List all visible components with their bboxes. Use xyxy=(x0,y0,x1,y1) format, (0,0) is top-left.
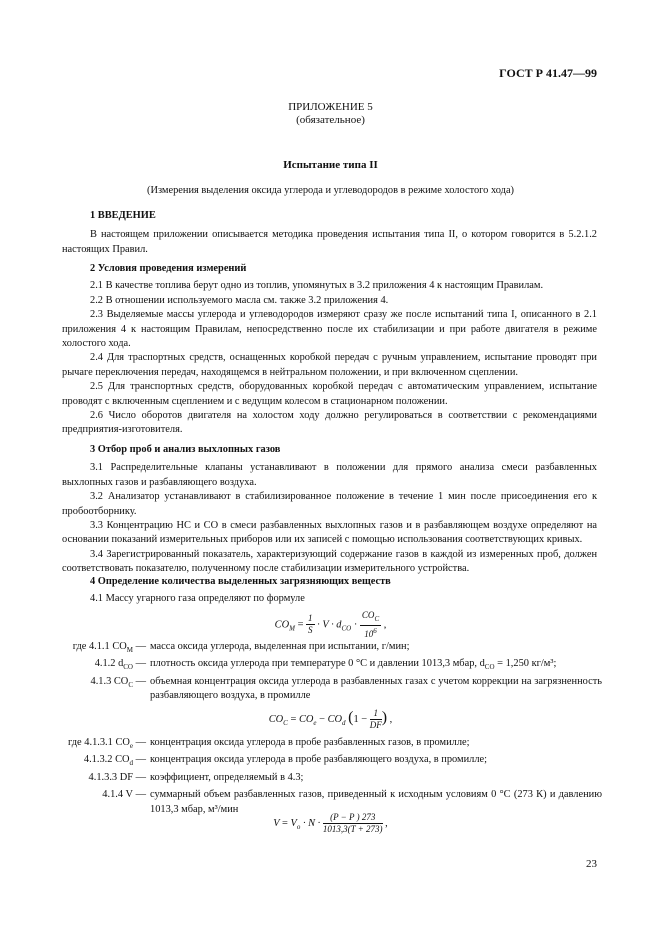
paragraph: В настоящем приложении описывается методика проведения испытания типа II, о котором говорится в 5.2.1.2 настоящих Правил. xyxy=(62,229,597,255)
page-number: 23 xyxy=(586,858,597,870)
paragraph: 2.4 Для траспортных средств, оснащенных коробкой передач с ручным управлением, испытание проводят при рычаге переключения передач, находящемся в нейтральном положении, и при включенном сцеплении. xyxy=(62,352,597,378)
definition-row: 4.1.2 $d_{CO}$ — плотность оксида углерода при температуре 0 °С и давлении 1013,3 мбар, $d_{CO} = 1,250$ кг/м³; xyxy=(94,658,557,672)
formula-volume: $V = V_o \cdot N$ · $\frac{(P - P ) 273}{1013,3(T + 273)}$ , xyxy=(273,812,388,834)
definitions-2 xyxy=(62,736,602,817)
section-heading: 1 ВВЕДЕНИЕ xyxy=(90,210,156,221)
definition-row: где 4.1.1 $CO_M$ — масса оксида углерода, выделенная при испытании, г/мин; xyxy=(72,641,410,655)
paragraph: 2.1 В качестве топлива берут одно из топлив, упомянутых в 3.2 приложения 4 к настоящим Правилам. xyxy=(90,280,544,292)
section-1 xyxy=(62,209,597,257)
section-heading: 3 Отбор проб и анализ выхлопных газов xyxy=(90,444,281,455)
paragraph: 2.3 Выделяемые массы углерода и углеводородов измеряют сразу же после испытаний типа I, описанного в 2.1 приложения 4 к настоящим Правилам, непосредственно после их стабилизации и при работе двигателя в режиме холостого хода. xyxy=(62,309,597,350)
test-subtitle: (Измерения выделения оксида углерода и углеводородов в режиме холостого хода) xyxy=(146,185,515,196)
section-3 xyxy=(62,443,597,577)
definition-row: где 4.1.3.1 $CO_e$ — концентрация оксида углерода в пробе разбавленных газов, в промилле; xyxy=(68,737,470,751)
section-heading: 2 Условия проведения измерений xyxy=(90,263,247,274)
formula-co-corrected: $CO_C = CO_e - CO_d$ (1 − $\frac{1}{DF}$ ) , xyxy=(268,708,393,730)
definition-row: 4.1.4 V — суммарный объем разбавленных газов, приведенный к исходным условиям 0 °С (273 К) и давлению 1013,3 мбар, м³/мин xyxy=(102,789,602,815)
definition-row: 4.1.3.3 DF — коэффициент, определяемый в 4.3; xyxy=(88,771,304,783)
paragraph: 3.1 Распределительные клапаны устанавливают в положении для прямого анализа смеси разбавленных выхлопных газов и разбавляющего воздуха. xyxy=(62,462,597,488)
section-heading: 4 Определение количества выделенных загрязняющих веществ xyxy=(90,576,391,587)
section-4 xyxy=(62,575,597,607)
test-title: Испытание типа II xyxy=(283,159,378,171)
document-header: ГОСТ Р 41.47—99 xyxy=(499,66,597,80)
definition-row: 4.1.3 $CO_C$ — объемная концентрация оксида углерода в разбавленных газах с учетом коррекции на загрязненность разбавляющего воздуха, в промилле xyxy=(90,675,602,702)
paragraph: 2.5 Для транспортных средств, оборудованных коробкой передач с автоматическим управлением, испытание проводят с включенным сцеплением и с ведущим колесом в стационарном положении. xyxy=(62,381,597,407)
paragraph: 2.6 Число оборотов двигателя на холостом ходу должно регулироваться в соответствии с рекомендациями предприятия-изготовителя. xyxy=(62,410,597,436)
paragraph: 3.3 Концентрацию НС и СО в смеси разбавленных выхлопных газов и в разбавляющем воздухе определяют на основании показаний измерительных приборов или их записей с помощью использования соответствующих кривых. xyxy=(62,520,597,546)
definition-row: 4.1.3.2 $CO_d$ — концентрация оксида углерода в пробе разбавляющего воздуха, в промилле; xyxy=(83,754,488,768)
definitions-1 xyxy=(62,640,602,704)
formula-co-mass: $CO_M$ = $\frac{1}{S}$ · $V \cdot d_{CO}$ · $\frac{CO_C}{10^6}$ , xyxy=(274,610,387,639)
paragraph: 4.1 Массу угарного газа определяют по формуле xyxy=(90,593,305,605)
appendix-title: ПРИЛОЖЕНИЕ 5 xyxy=(288,101,373,113)
paragraph: 2.2 В отношении используемого масла см. также 3.2 приложения 4. xyxy=(90,294,389,306)
paragraph: 3.2 Анализатор устанавливают в стабилизированное положение в течение 1 мин после присоединения его к пробоотборнику. xyxy=(62,491,597,517)
section-2 xyxy=(62,262,597,438)
appendix-type: (обязательное) xyxy=(296,114,365,126)
paragraph: 3.4 Зарегистрированный показатель, характеризующий содержание газов в каждой из измеренных проб, должен соответствовать показателю, полученному после стабилизации измерительного устройства. xyxy=(62,548,597,575)
